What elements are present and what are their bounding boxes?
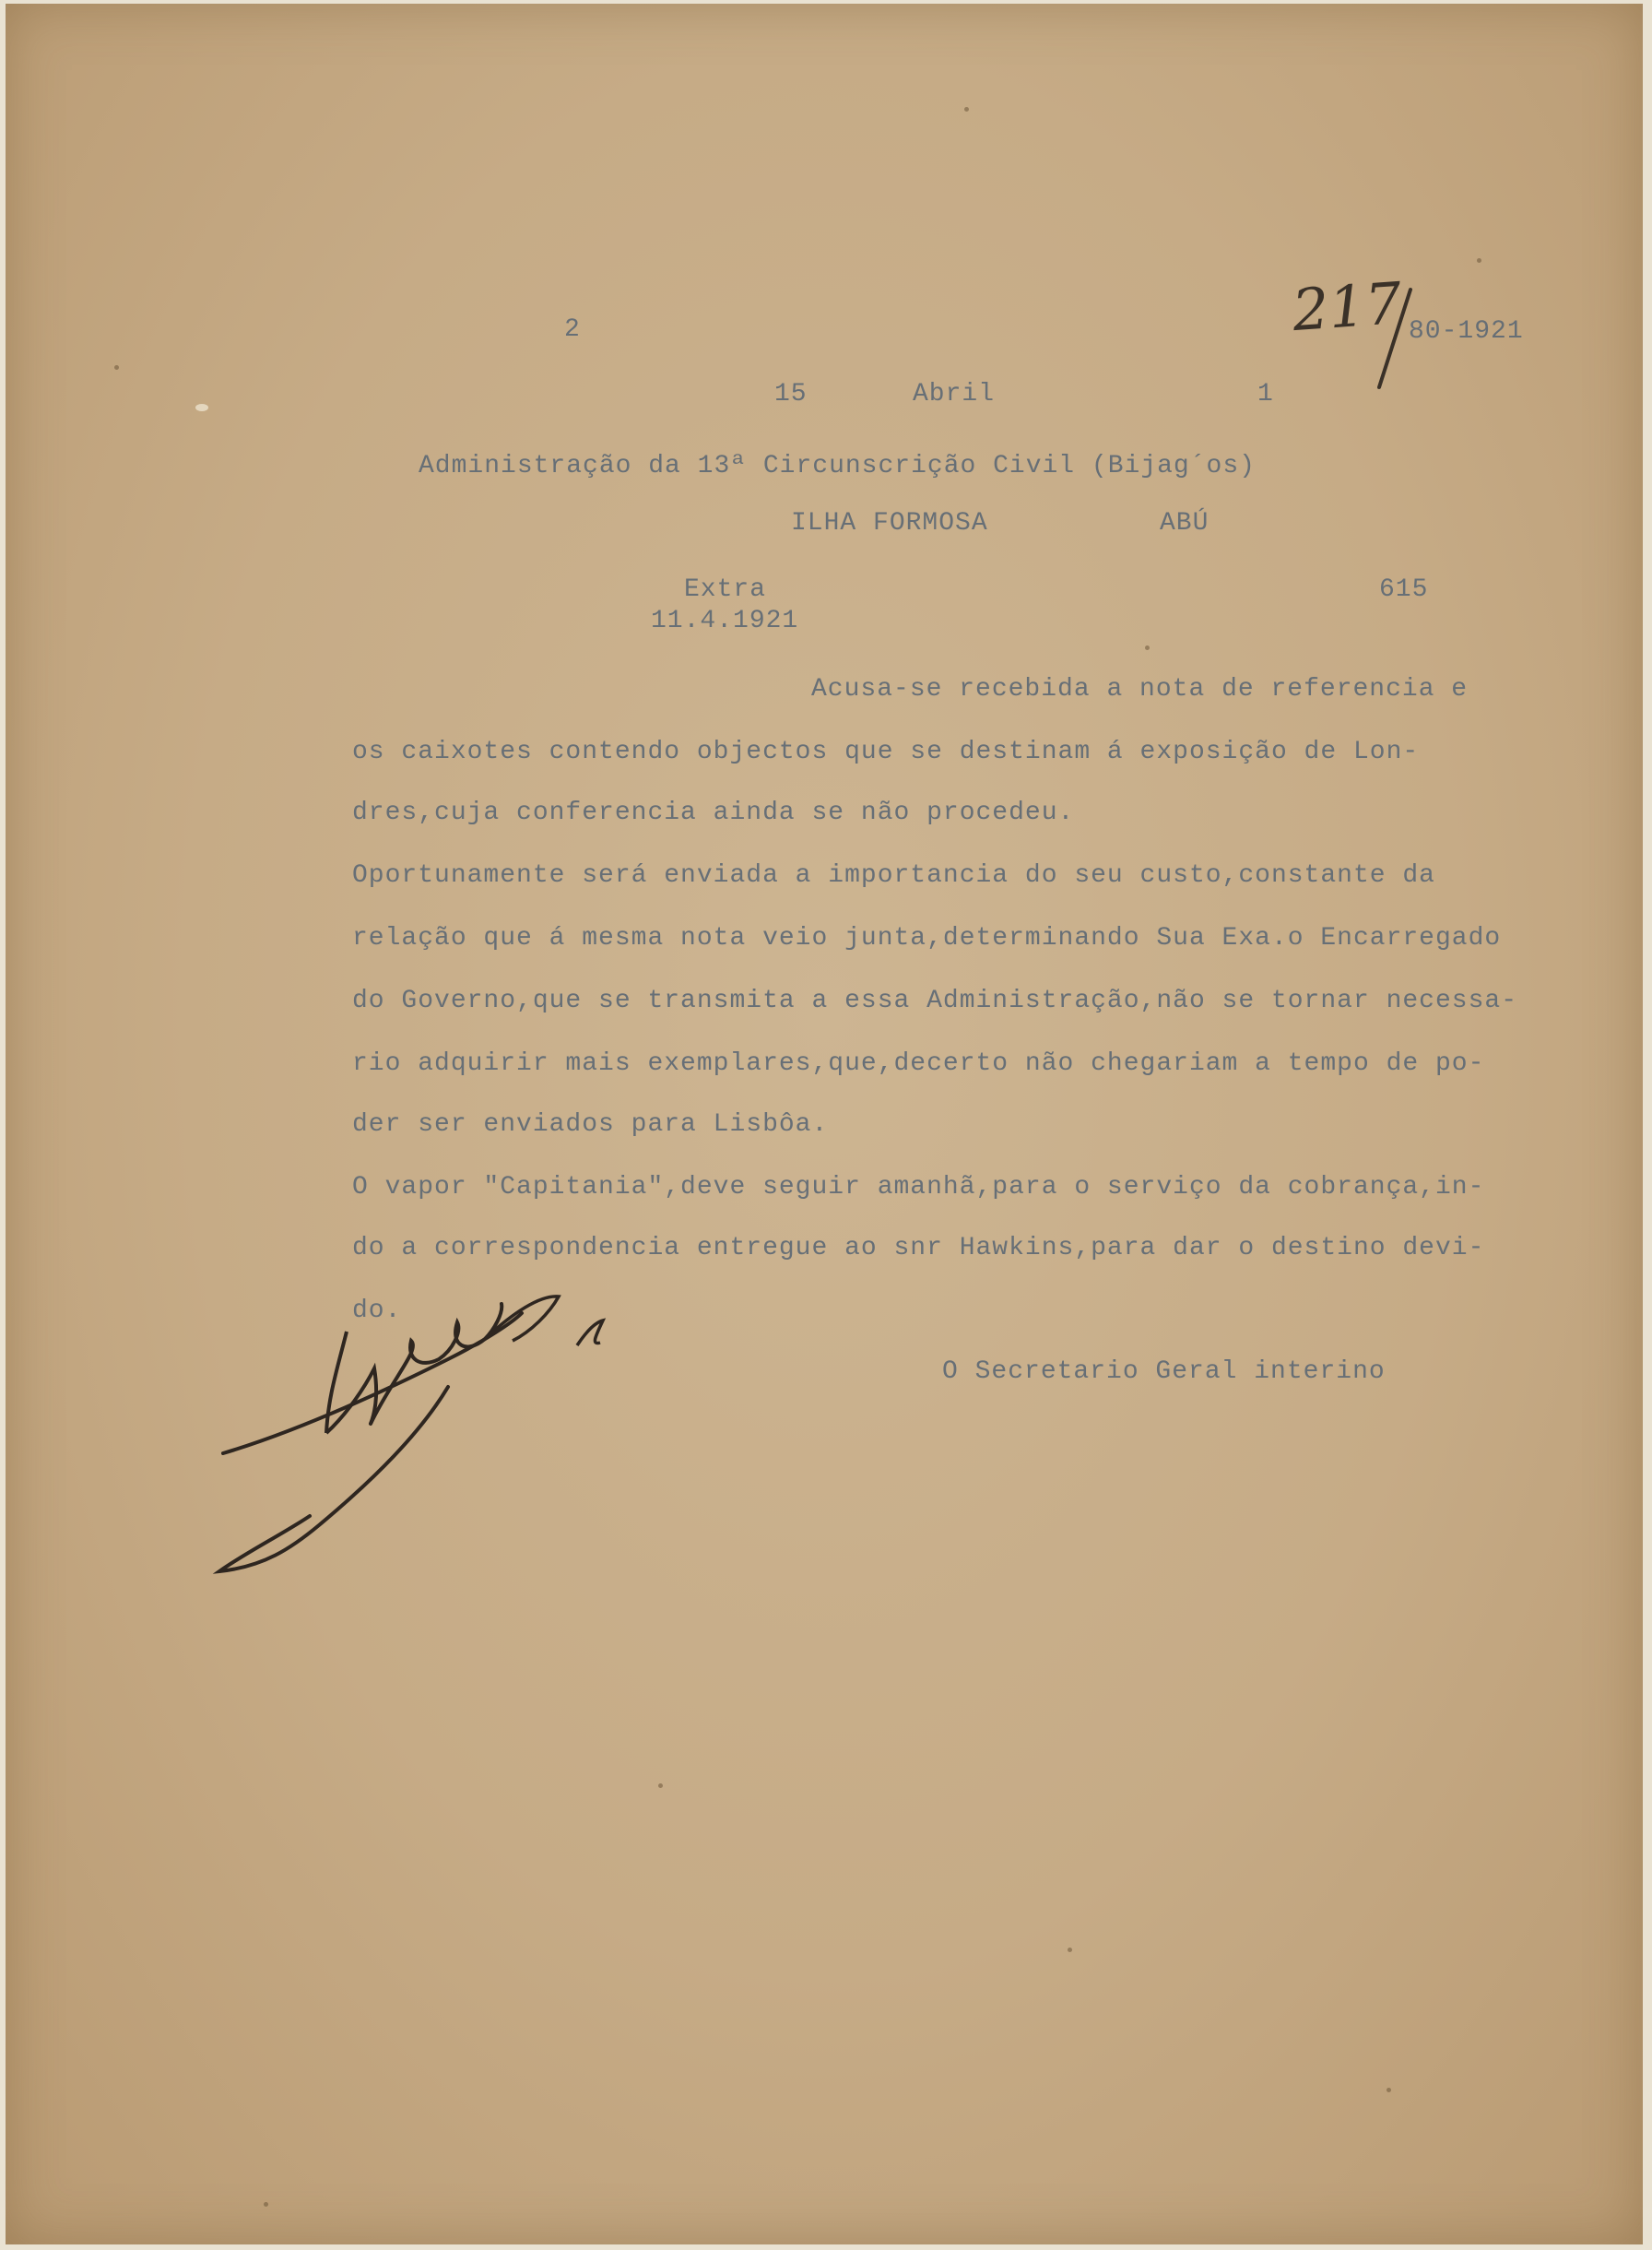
- body-line: der ser enviados para Lisbôa.: [352, 1110, 829, 1139]
- closing-title: O Secretario Geral interino: [942, 1357, 1386, 1386]
- addressee-place-right: ABÚ: [1160, 509, 1210, 538]
- body-line: do Governo,que se transmita a essa Administração,não se tornar necessa-: [352, 987, 1517, 1015]
- document-page: [6, 4, 1643, 2244]
- date-year-digit: 1: [1257, 380, 1274, 409]
- body-line: Oportunamente será enviada a importancia do seu custo,constante da: [352, 861, 1435, 890]
- body-line: dres,cuja conferencia ainda se não procedeu.: [352, 799, 1075, 827]
- body-line: relação que á mesma nota veio junta,determinando Sua Exa.o Encarregado: [352, 924, 1502, 953]
- body-line: Acusa-se recebida a nota de referencia e: [811, 675, 1469, 704]
- signature-image: [208, 1258, 669, 1590]
- body-line: rio adquirir mais exemplares,que,decerto não chegariam a tempo de po-: [352, 1049, 1485, 1078]
- addressee-place: ILHA FORMOSA: [791, 509, 988, 538]
- paper-speck: [1477, 258, 1481, 263]
- paper-speck: [195, 404, 208, 411]
- paper-speck: [1386, 2088, 1391, 2092]
- date-month: Abril: [913, 380, 996, 409]
- handwritten-registry-number: 217: [1290, 268, 1404, 345]
- reference-number: 615: [1379, 575, 1429, 604]
- paper-speck: [264, 2202, 268, 2207]
- paper-speck: [1145, 645, 1150, 650]
- reference-date: 11.4.1921: [651, 607, 799, 635]
- date-day: 15: [774, 380, 808, 409]
- addressee-line: Administração da 13ª Circunscrição Civil (Bijag´os): [419, 452, 1256, 480]
- paper-speck: [658, 1783, 663, 1788]
- body-line: do.: [352, 1297, 402, 1325]
- paper-speck: [964, 107, 969, 112]
- page-number: 2: [564, 315, 581, 344]
- body-line: O vapor "Capitania",deve seguir amanhã,para o serviço da cobrança,in-: [352, 1173, 1485, 1202]
- body-line: os caixotes contendo objectos que se destinam á exposição de Lon-: [352, 738, 1420, 766]
- paper-speck: [1068, 1948, 1072, 1952]
- registry-slash-mark: [1366, 284, 1422, 395]
- paper-speck: [114, 365, 119, 370]
- body-line: do a correspondencia entregue ao snr Hawkins,para dar o destino devi-: [352, 1234, 1485, 1262]
- reference-type: Extra: [684, 575, 767, 604]
- registry-number: 80-1921: [1409, 317, 1524, 346]
